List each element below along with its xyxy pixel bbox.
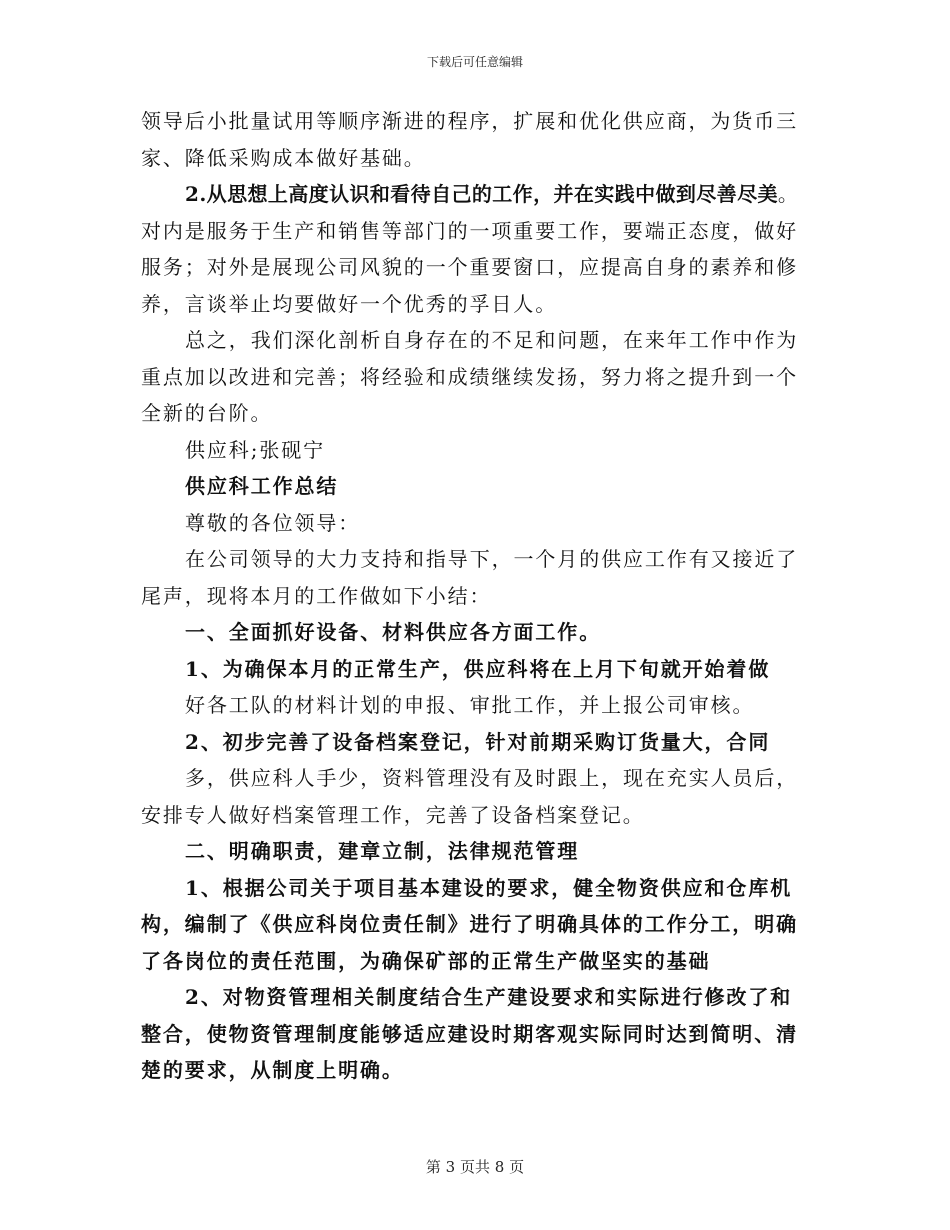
paragraph-3: 总之，我们深化剖析自身存在的不足和问题，在来年工作中作为重点加以改进和完善；将经验和成绩继续发扬，努力将之提升到一个全新的台阶。 bbox=[141, 328, 799, 425]
item-2-1: 1、根据公司关于项目基本建设的要求，健全物资供应和仓库机构，编制了《供应科岗位责任制》进行了明确具体的工作分工，明确了各岗位的责任范围，为确保矿部的正常生产做坚实的基础 bbox=[141, 875, 798, 973]
item-1-2: 2、初步完善了设备档案登记，针对前期采购订货量大，合同 bbox=[185, 729, 771, 754]
item-1-2-cont-b: 安排专人做好档案管理工作，完善了设备档案登记。 bbox=[141, 802, 645, 827]
heading-2: 二、明确职责，建章立制，法律规范管理 bbox=[185, 839, 580, 863]
paragraph-2-bold: 2.从思想上高度认识和看待自己的工作，并在实践中做到尽善尽美 bbox=[185, 182, 778, 206]
paragraph-2-rest: 。对内是服务于生产和销售等部门的一项重要工作，要端正态度，做好服务；对外是展现公司风貌的一个重要窗口，应提高自身的素养和修养，言谈举止均要做好一个优秀的孚日人。 bbox=[141, 182, 800, 316]
salutation: 尊敬的各位领导： bbox=[185, 510, 361, 535]
page-header: 下载后可任意编辑 bbox=[426, 55, 523, 69]
item-1-2-cont-a: 多，供应科人手少，资料管理没有及时跟上，现在充实人员后， bbox=[185, 766, 799, 790]
document-body bbox=[141, 103, 813, 1089]
paragraph-2 bbox=[141, 176, 813, 322]
heading-1: 一、全面抓好设备、材料供应各方面工作。 bbox=[185, 620, 602, 644]
signature-line: 供应科;张砚宁 bbox=[185, 437, 326, 462]
item-1-1-cont: 好各工队的材料计划的申报、审批工作，并上报公司审核。 bbox=[185, 693, 755, 717]
paragraph-intro: 在公司领导的大力支持和指导下，一个月的供应工作有又接近了尾声，现将本月的工作做如下小结： bbox=[141, 547, 799, 608]
page-footer: 第 3 页共 8 页 bbox=[425, 1158, 525, 1176]
item-2-2: 2、对物资管理相关制度结合生产建设要求和实际进行修改了和整合，使物资管理制度能够适应建设时期客观实际同时达到简明、清楚的要求，从制度上明确。 bbox=[141, 985, 798, 1082]
section-title: 供应科工作总结 bbox=[185, 474, 339, 498]
item-1-1: 1、为确保本月的正常生产，供应科将在上月下旬就开始着做 bbox=[185, 656, 771, 681]
paragraph-1: 领导后小批量试用等顺序渐进的程序，扩展和优化供应商，为货币三家、降低采购成本做好基础。 bbox=[141, 109, 798, 170]
